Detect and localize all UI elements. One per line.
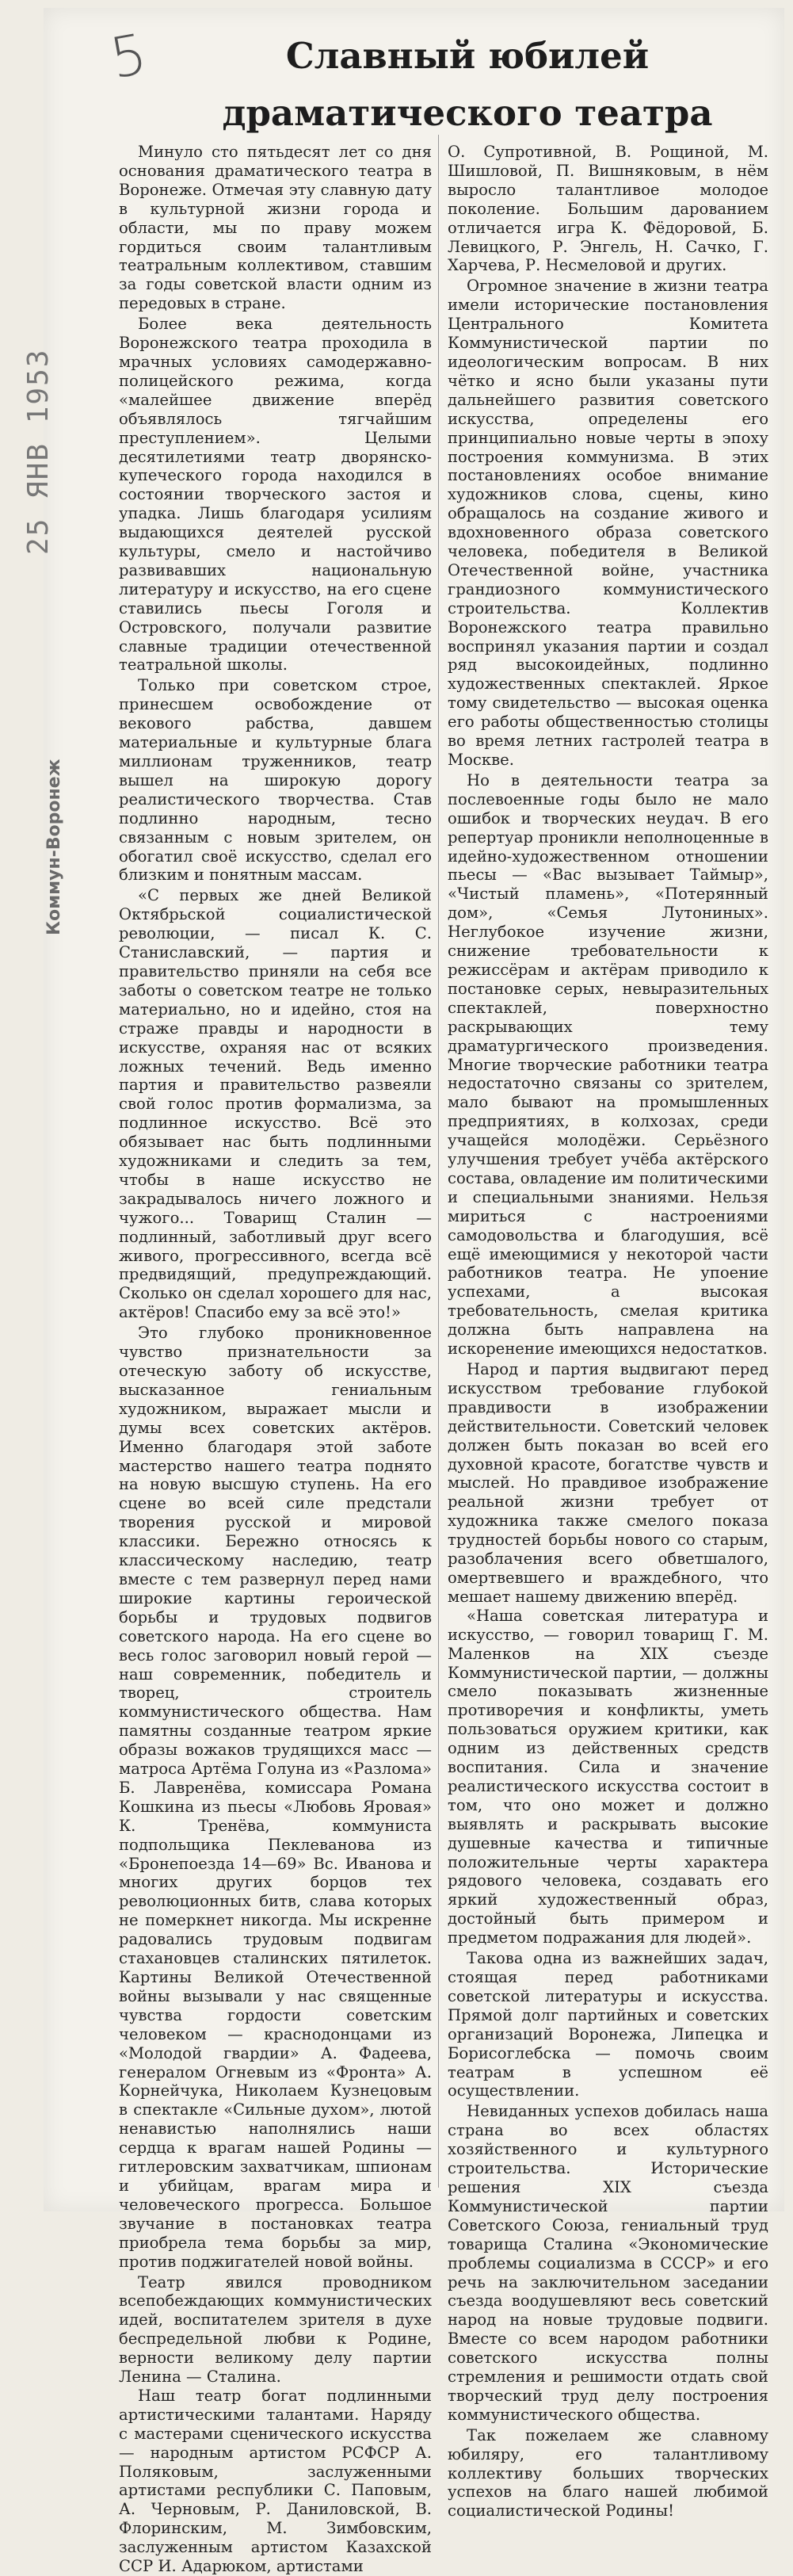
paragraph: Минуло сто пятьдесят лет со дня основания драматического театра в Воронеже. Отмечая эту славную дату в культурной жизни города и области, мы по праву можем гордиться своим талантливым театральным коллективом, ставшим за годы советской власти одним из передовых в стране. (119, 143, 432, 313)
quote-paragraph: «С первых же дней Великой Октябрьской социалистической революции, — писал К. С. Станиславский, — партия и правительство приняли на себя все заботы о советском театре не только материально, но и идейно, стоя на страже правды и народности в искусстве, охраняя нас от всяких ложных течений. Ведь именно партия и правительство развеяли свой голос против формализма, за подлинное искусство. Всё это обязывает нас быть подлинными художниками и следить за тем, чтобы в наше искусство не закрадывалось ничего ложного и чужого... Товарищ Сталин — подлинный, заботливый друг всего живого, прогрессивного, всегда всё предвидящий, предупреждающий. Сколько он сделал хорошего для нас, актёров! Спасибо ему за всё это!» (119, 886, 432, 1322)
paragraph: Только при советском строе, принесшем освобождение от векового рабства, давшем материальные и культурные блага миллионам труженников, театр вышел на широкую дорогу реалистического творчества. Став подлинно народным, тесно связанным с новым зрителем, он обогатил своё искусство, сделал его близким и понятным массам. (119, 676, 432, 885)
headline-line-1: Славный юбилей (285, 35, 650, 77)
paragraph: Огромное значение в жизни театра имели исторические постановления Центрального Комитета Коммунистической партии по идеологическим вопросам. В них чётко и ясно были указаны пути дальнейшего развития советского искусства, определены его принципиально новые черты в эпоху построения коммунизма. В этих постановлениях особое внимание художников слова, сцены, кино обращалось на создание живого и вдохновенного образа советского человека, победителя в Великой Отечественной войне, участника грандиозного коммунистического строительства. Коллектив Воронежского театра правильно воспринял указания партии и создал ряд высокоидейных, подлинно художественных спектаклей. Яркое тому свидетельство — высокая оценка его работы общественностью столицы во время летних гастролей театра в Москве. (448, 277, 768, 769)
paragraph: Наш театр богат подлинными артистическими талантами. Наряду с мастерами сценического искусства — народным артистом РСФСР А. Поляковым, заслуженными артистами республики С. Паповым, А. Черновым, Р. Даниловской, В. Флоринским, М. Зимбовским, заслуженным артистом Казахской ССР И. Адарюком, артистами (119, 2386, 432, 2576)
right-column (448, 143, 768, 2521)
source-stamp: Коммун-Воронеж (44, 759, 64, 935)
left-column (119, 143, 432, 2576)
paragraph: Народ и партия выдвигают перед искусством требование глубокой правдивости в изображении действительности. Советский человек должен быть показан во всей его духовной красоте, богатстве чувств и мыслей. Но правдивое изображение реальной жизни требует от художника также смелого показа трудностей борьбы нового со старым, разоблачения всего обветшалого, омертвевшего и враждебного, что мешает нашему движению вперёд. (448, 1360, 768, 1606)
paragraph: Но в деятельности театра за послевоенные годы было не мало ошибок и творческих неудач. В его репертуар проникли неполноценные в идейно-художественном отношении пьесы — «Вас вызывает Таймыр», «Чистый пламень», «Потерянный дом», «Семья Лутониных». Неглубокое изучение жизни, снижение требовательности к режиссёрам и актёрам приводило к постановке серых, невыразительных спектаклей, поверхностно раскрывающих тему драматургического произведения. Многие творческие работники театра недостаточно связаны со зрителем, мало бывают на промышленных предприятиях, в колхозах, среди учащейся молодёжи. Серьёзного улучшения требует учёба актёрского состава, овладение им политическими и специальными знаниями. Нельзя мириться с настроениями самодовольства и благодушия, всё ещё имеющимися у некоторой части работников театра. Не упоение успехами, а высокая требовательность, смелая критика должна быть направлена на искоренение имеющихся недостатков. (448, 770, 768, 1359)
date-stamp: 25 ЯНВ 1953 (22, 348, 55, 555)
paragraph: Это глубоко проникновенное чувство признательности за отеческую заботу об искусстве, высказанное гениальным художником, выражает мысли и думы всех советских актёров. Именно благодаря этой заботе мастерство нашего театра поднято на новую высшую ступень. На его сцене во всей силе предстали творения русской и мировой классики. Бережно относясь к классическому наследию, театр вместе с тем развернул перед нами широкие картины героической борьбы и трудовых подвигов советского народа. На его сцене во весь голос заговорил новый герой — наш современник, победитель и творец, строитель коммунистического общества. Нам памятны созданные театром яркие образы вожаков трудящихся масс — матроса Артёма Голуна из «Разлома» Б. Лавренёва, комиссара Романа Кошкина из пьесы «Любовь Яровая» К. Тренёва, коммуниста подпольщика Пеклеванова из «Бронепоезда 14—69» Вс. Иванова и многих других борцов тех революционных битв, слава которых не померкнет никогда. Мы искренне радовались трудовым подвигам стахановцев сталинских пятилеток. Картины Великой Отечественной войны вызывали у нас священные чувства гордости советским человеком — краснодонцами из «Молодой гвардии» А. Фадеева, генералом Огневым из «Фронта» А. Корнейчука, Николаем Кузнецовым в спектакле «Сильные духом», лютой ненавистью наполнялись наши сердца к врагам нашей Родины — гитлеровским захватчикам, шпионам и убийцам, врагам мира и человеческого прогресса. Большое звучание в постановках театра приобрела тема борьбы за мир, против поджигателей новой войны. (119, 1324, 432, 2271)
paragraph: Более века деятельность Воронежского театра проходила в мрачных условиях самодержавно-полицейского режима, когда «малейшее движение вперёд объявлялось тягчайшим преступлением». Целыми десятилетиями театр дворянско-купеческого города находился в состоянии творческого застоя и упадка. Лишь благодаря усилиям выдающихся деятелей русской культуры, смело и настойчиво развивавших национальную литературу и искусство, на его сцене ставились пьесы Гоголя и Островского, получали развитие славные традиции отечественной театральной школы. (119, 315, 432, 675)
quote-paragraph: «Наша советская литература и искусство, — говорил товарищ Г. М. Маленков на XIX съезде Коммунистической партии, — должны смело показывать жизненные противоречия и конфликты, уметь пользоваться оружием критики, как одним из действенных средств воспитания. Сила и значение реалистического искусства состоит в том, что оно может и должно выявлять и раскрывать высокие душевные качества и типичные положительные черты характера рядового человека, создавать его яркий художественный образ, достойный быть примером и предметом подражания для людей». (448, 1606, 768, 1947)
paragraph: Такова одна из важнейших задач, стоящая перед работниками советской литературы и искусства. Прямой долг партийных и советских организаций Воронежа, Липецка и Борисоглебска — помочь своим театрам в успешном её осуществлении. (448, 1949, 768, 2100)
paragraph-continued: О. Супротивной, В. Рощиной, М. Шишловой, П. Вишняковым, в нём выросло талантливое молодое поколение. Большим дарованием отличается игра К. Фёдоровой, Б. Левицкого, Р. Энгель, Н. Сачко, Г. Харчева, Р. Несмеловой и других. (448, 143, 768, 275)
paragraph: Театр явился проводником всепобеждающих коммунистических идей, воспитателем зрителя в духе беспредельной любви к Родине, верности великому делу партии Ленина — Сталина. (119, 2272, 432, 2387)
handwritten-mark: 5 (105, 21, 152, 92)
paragraph: Невиданных успехов добилась наша страна во всех областях хозяйственного и культурного строительства. Исторические решения XIX съезда Коммунистической партии Советского Союза, гениальный труд товарища Сталина «Экономические проблемы социализма в СССР» и его речь на заключительном заседании съезда воодушевляют весь советский народ на новые трудовые подвиги. Вместе со всем народом работники советского искусства полны стремления и решимости отдать свой творческий труд делу построения коммунистического общества. (448, 2102, 768, 2424)
headline-line-2: драматического театра (222, 92, 713, 134)
column-divider (438, 135, 439, 2188)
closing-paragraph: Так пожелаем же славному юбиляру, его талантливому коллективу больших творческих успехов на благо нашей любимой социалистической Родины! (448, 2425, 768, 2521)
headline (166, 28, 768, 142)
